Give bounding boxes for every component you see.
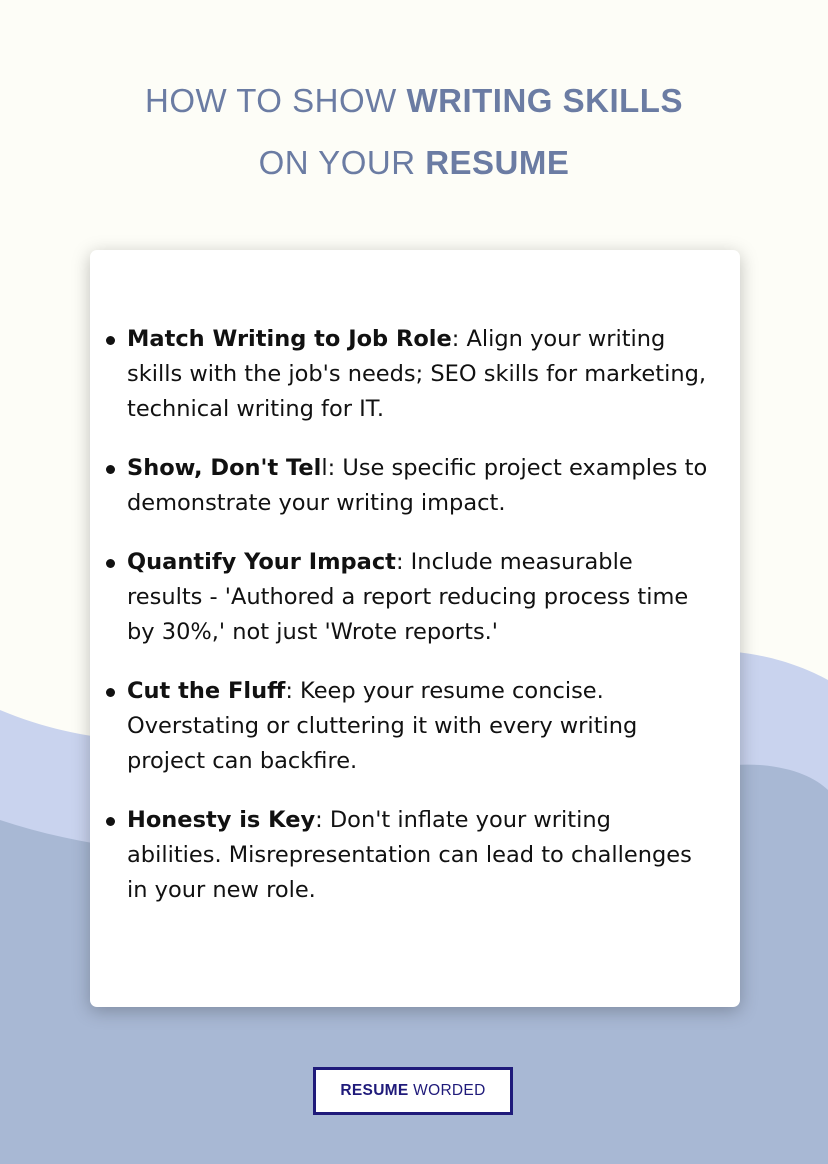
tip-item <box>90 322 740 427</box>
tip-lead: Cut the Fluff <box>127 678 286 704</box>
tip-lead: Quantify Your Impact <box>127 549 396 575</box>
brand-normal: WORDED <box>408 1082 486 1099</box>
tip-item <box>90 451 740 521</box>
bullet-icon <box>106 465 115 474</box>
tip-lead: Show, Don't Tel <box>127 455 322 481</box>
tip-item <box>90 803 740 908</box>
brand-bold: RESUME <box>340 1082 409 1099</box>
tip-lead: Honesty is Key <box>127 807 316 833</box>
tips-card <box>90 250 740 1007</box>
tip-text: : Keep your resume concise. Overstating or cluttering it with every writing project can backfire. <box>127 678 638 774</box>
title-line-2 <box>0 132 828 194</box>
bullet-icon <box>106 817 115 826</box>
title-line-1-normal: HOW TO SHOW <box>145 82 407 119</box>
brand-logo <box>313 1067 513 1115</box>
tip-lead: Match Writing to Job Role <box>127 326 452 352</box>
tip-item <box>90 545 740 650</box>
tip-item <box>90 674 740 779</box>
page-title <box>0 70 828 194</box>
bullet-icon <box>106 688 115 697</box>
title-line-2-normal: ON YOUR <box>258 144 426 181</box>
bullet-icon <box>106 336 115 345</box>
tip-text: : Don't inflate your writing abilities. Misrepresentation can lead to challenges in your new role. <box>127 807 692 903</box>
title-line-1-bold: WRITING SKILLS <box>406 82 683 119</box>
tip-text: l: Use specific project examples to demonstrate your writing impact. <box>127 455 708 516</box>
bullet-icon <box>106 559 115 568</box>
title-line-1 <box>0 70 828 132</box>
tips-list <box>90 322 740 932</box>
tip-text: : Align your writing skills with the job's needs; SEO skills for marketing, technical writing for IT. <box>127 326 707 422</box>
tip-text: : Include measurable results - 'Authored a report reducing process time by 30%,' not just 'Wrote reports.' <box>127 549 689 645</box>
title-line-2-bold: RESUME <box>425 144 570 181</box>
